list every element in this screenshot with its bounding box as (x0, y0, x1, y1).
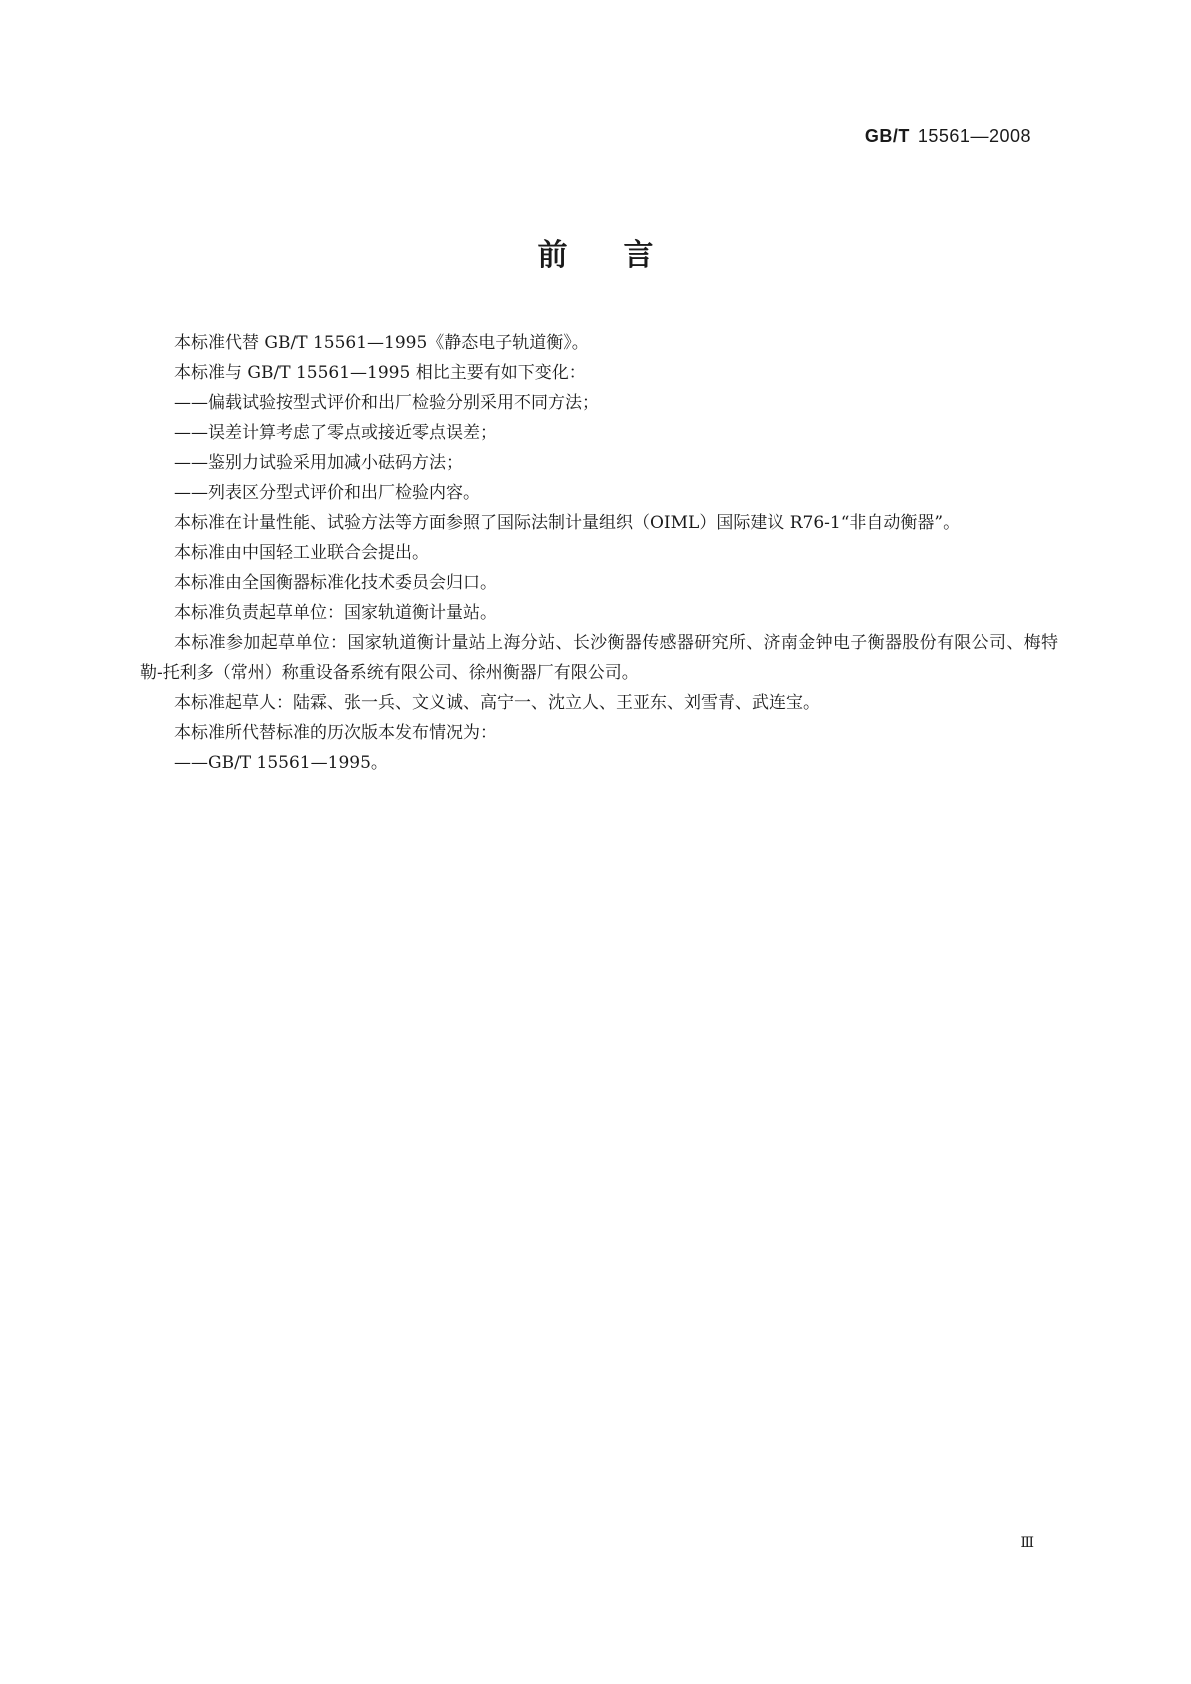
list-item-change: ——误差计算考虑了零点或接近零点误差； (174, 423, 497, 443)
page-number: Ⅲ (1020, 1535, 1033, 1551)
page-title: 前言 (537, 238, 710, 273)
paragraph-participating-units: 本标准参加起草单位：国家轨道衡计量站上海分站、长沙衡器传感器研究所、济南金钟电子衡器股份有限公司、梅特勒-托利多（常州）称重设备系统有限公司、徐州衡器厂有限公司。 (140, 633, 1058, 683)
document-code (865, 126, 1031, 147)
document-code-prefix: GB/T (864, 126, 910, 146)
paragraph-changes-intro: 本标准与 GB/T 15561—1995 相比主要有如下变化： (174, 363, 586, 383)
paragraph-reference: 本标准在计量性能、试验方法等方面参照了国际法制计量组织（OIML）国际建议 R76-1“非自动衡器”。 (174, 513, 961, 533)
document-code-number: 15561—2008 (917, 126, 1031, 146)
paragraph-replaces: 本标准代替 GB/T 15561—1995《静态电子轨道衡》。 (174, 333, 589, 353)
paragraph-under-jurisdiction: 本标准由全国衡器标准化技术委员会归口。 (174, 573, 497, 593)
paragraph-proposed-by: 本标准由中国轻工业联合会提出。 (174, 543, 429, 563)
foreword-body (140, 328, 1058, 778)
paragraph-drafting-unit: 本标准负责起草单位：国家轨道衡计量站。 (174, 603, 497, 623)
paragraph-drafters: 本标准起草人：陆霖、张一兵、文义诚、高宁一、沈立人、王亚东、刘雪青、武连宝。 (174, 693, 820, 713)
list-item-history: ——GB/T 15561—1995。 (174, 753, 388, 773)
paragraph-history-intro: 本标准所代替标准的历次版本发布情况为： (174, 723, 497, 743)
list-item-change: ——偏载试验按型式评价和出厂检验分别采用不同方法； (174, 393, 599, 413)
list-item-change: ——列表区分型式评价和出厂检验内容。 (174, 483, 480, 503)
list-item-change: ——鉴别力试验采用加减小砝码方法； (174, 453, 463, 473)
